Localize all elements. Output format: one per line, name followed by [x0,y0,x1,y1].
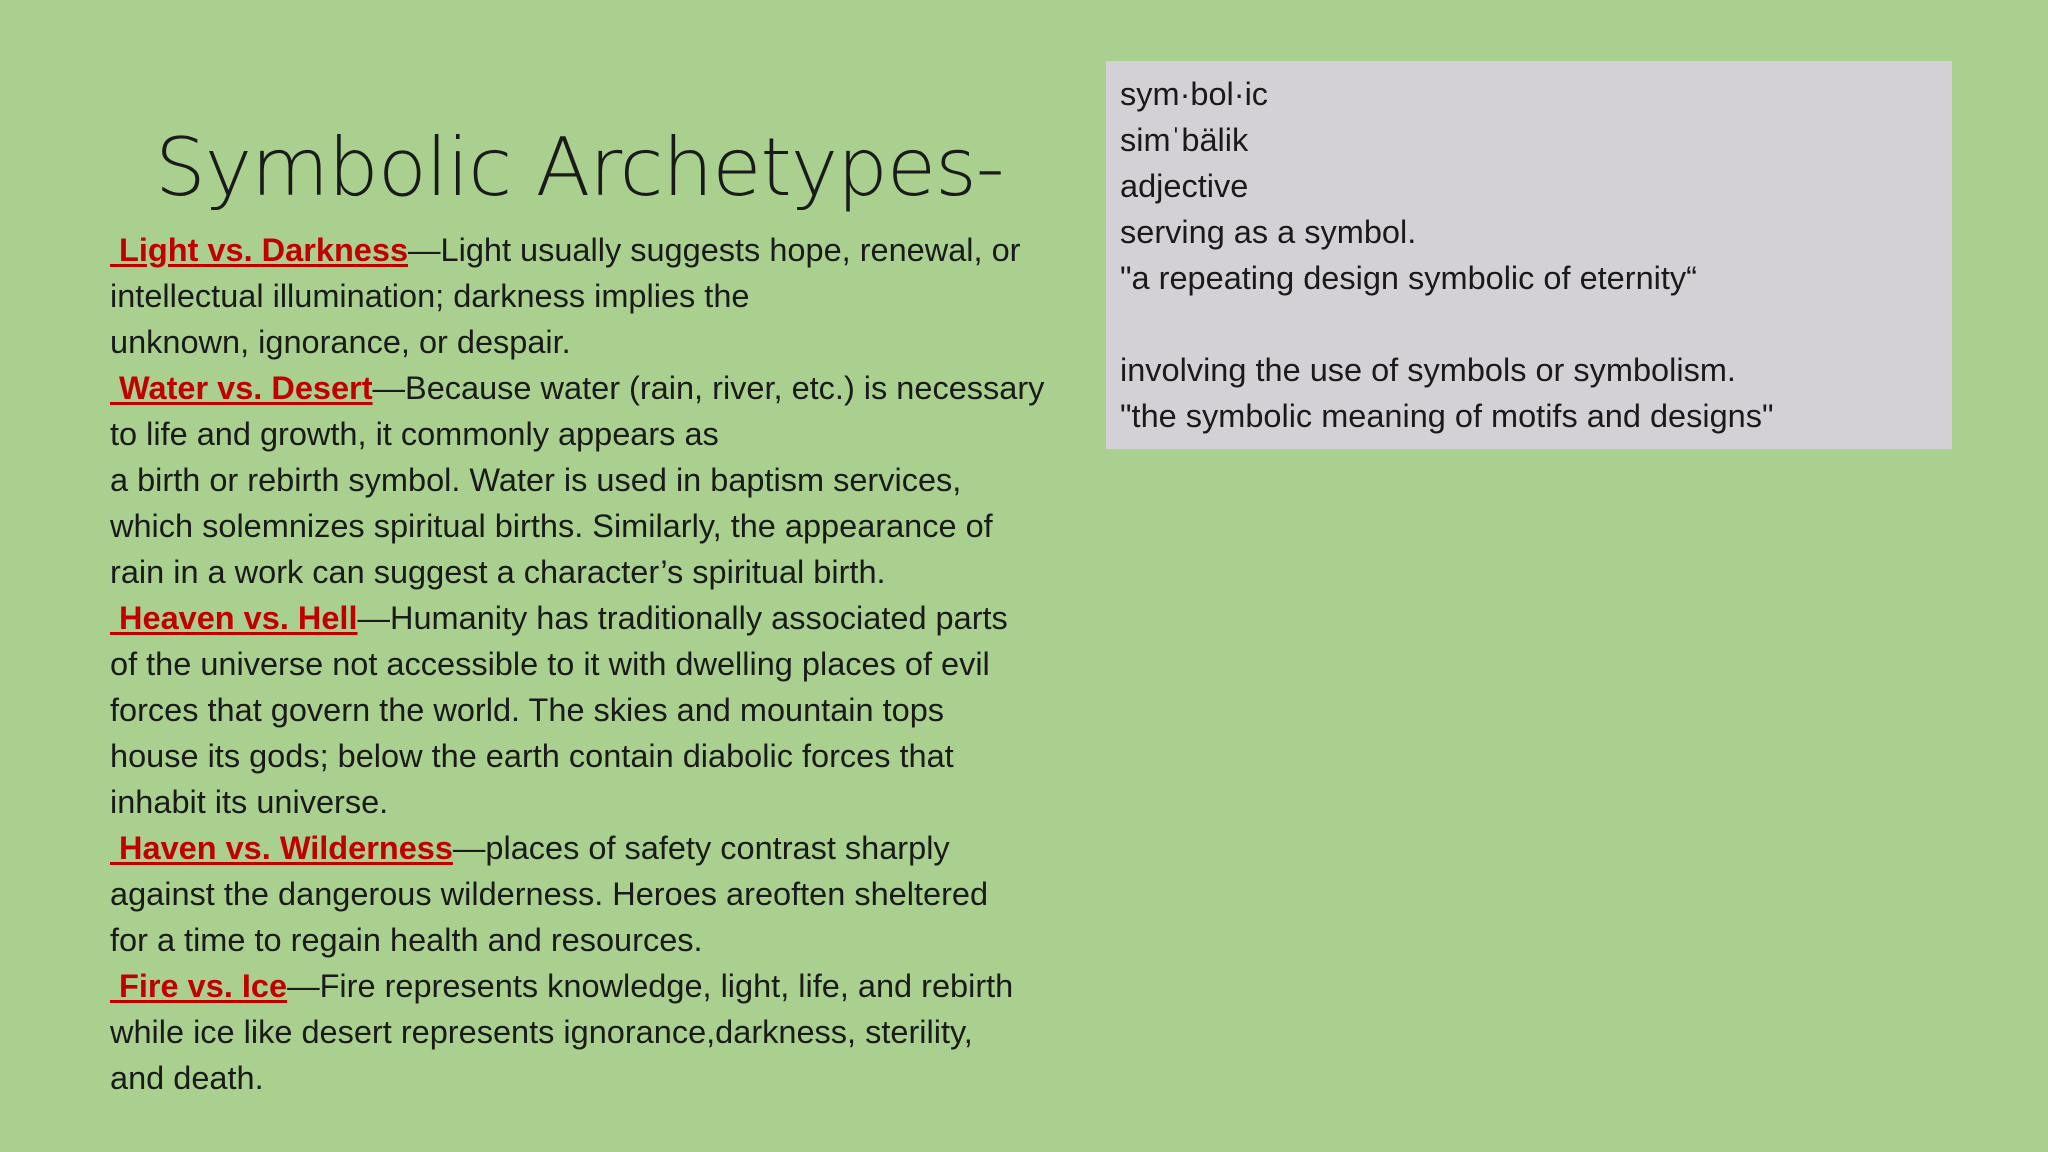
definition-example-2: "the symbolic meaning of motifs and designs" [1120,398,1774,434]
term-haven-vs-wilderness: Haven vs. Wilderness [110,830,453,866]
text-line: and death. [110,1060,264,1096]
definition-headword: sym·bol·ic [1120,76,1269,112]
text-line: which solemnizes spiritual births. Similarly, the appearance of [110,508,993,544]
term-light-vs-darkness: Light vs. Darkness [110,232,409,268]
term-heaven-vs-hell: Heaven vs. Hell [110,600,358,636]
text-line: house its gods; below the earth contain diabolic forces that [110,738,954,774]
definition-box [1106,61,1952,449]
text-line: against the dangerous wilderness. Heroes areoften sheltered [110,876,989,912]
text-line: —places of safety contrast sharply [452,830,950,866]
text-line: for a time to regain health and resources. [110,922,703,958]
definition-pronunciation: simˈbälik [1120,122,1249,158]
definition-spacer [1120,301,1952,347]
archetype-list [110,227,1110,1101]
definition-part-of-speech: adjective [1120,168,1249,204]
text-line: —Fire represents knowledge, light, life, and rebirth [287,968,1014,1004]
slide-title: Symbolic Archetypes- [155,121,1004,214]
archetype-water-desert [110,365,1110,595]
text-line: inhabit its universe. [110,784,389,820]
text-line: —Humanity has traditionally associated parts [357,600,1008,636]
text-line: unknown, ignorance, or despair. [110,324,571,360]
definition-example-1: "a repeating design symbolic of eternity“ [1120,260,1697,296]
archetype-haven-wilderness [110,825,1110,963]
text-line: rain in a work can suggest a character’s spiritual birth. [110,554,886,590]
text-line: —Light usually suggests hope, renewal, or [408,232,1021,268]
text-line: —Because water (rain, river, etc.) is necessary [372,370,1045,406]
definition-sense-2: involving the use of symbols or symbolism. [1120,352,1736,388]
archetype-fire-ice [110,963,1110,1101]
term-fire-vs-ice: Fire vs. Ice [110,968,288,1004]
archetype-heaven-hell [110,595,1110,825]
text-line: a birth or rebirth symbol. Water is used in baptism services, [110,462,962,498]
text-line: intellectual illumination; darkness implies the [110,278,750,314]
text-line: to life and growth, it commonly appears as [110,416,719,452]
archetype-light-darkness [110,227,1110,365]
term-water-vs-desert: Water vs. Desert [110,370,373,406]
text-line: forces that govern the world. The skies and mountain tops [110,692,945,728]
definition-sense-1: serving as a symbol. [1120,214,1417,250]
text-line: while ice like desert represents ignorance,darkness, sterility, [110,1014,973,1050]
text-line: of the universe not accessible to it with dwelling places of evil [110,646,990,682]
